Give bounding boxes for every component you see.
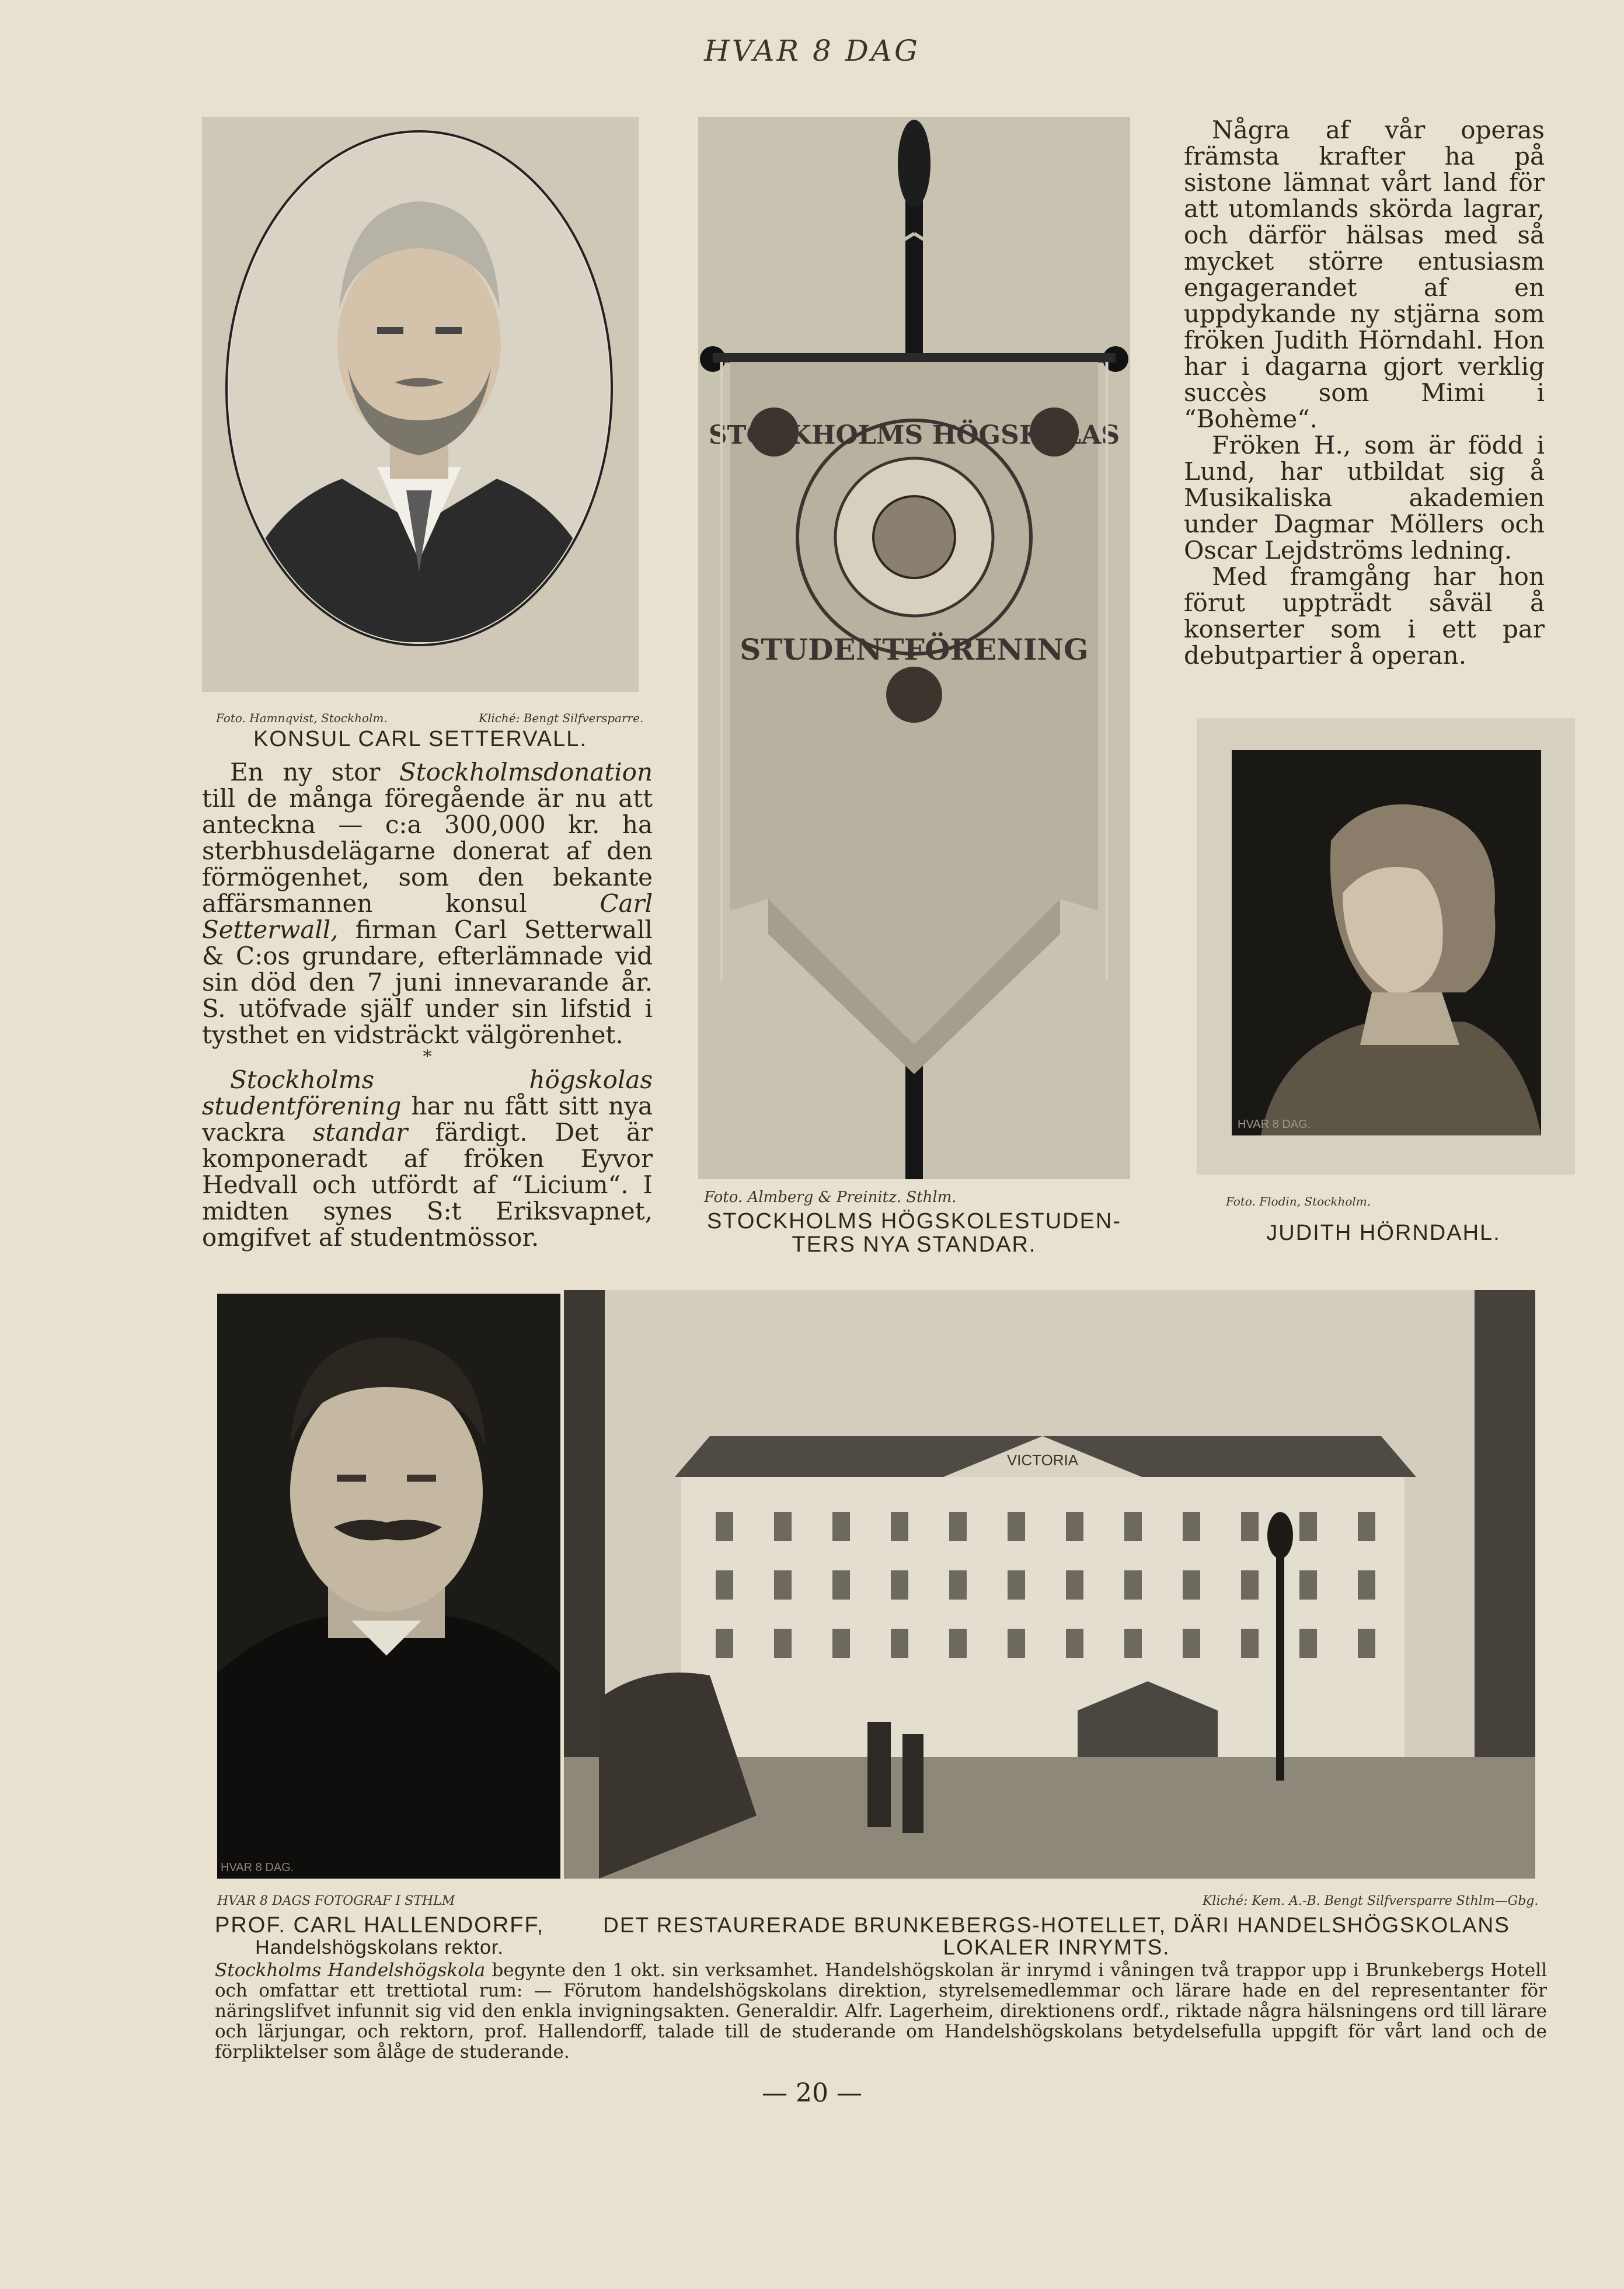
section-separator: * xyxy=(423,1047,432,1067)
hallendorff-photo-credit: HVAR 8 DAGS FOTOGRAF I STHLM xyxy=(217,1894,455,1908)
banner-caption-line2: TERS NYA STANDAR. xyxy=(792,1232,1037,1257)
hotel-cliche-credit: Kliché: Kem. A.-B. Bengt Silfversparre Sthlm—Gbg. xyxy=(1203,1894,1539,1908)
donation-text-a: En ny stor xyxy=(230,758,400,786)
banner-caption-line1: STOCKHOLMS HÖGSKOLESTUDEN- xyxy=(706,1209,1122,1234)
horndahl-photo xyxy=(1197,718,1575,1175)
horndahl-paragraph-1: Några af vår operas främsta krafter ha på sistone lämnat vårt land för att utomlands skörda lagrar, och därför hälsas med så mycket större entusiasm engagerandet af en uppdykande ny stjärna som fröken Judith Hörndahl. Hon har i dagarna gjort verklig succès som Mimi i “Bohème“. xyxy=(1184,116,1545,433)
standar-word: standar xyxy=(312,1118,408,1147)
hallendorff-photo xyxy=(217,1294,560,1879)
studentforening-text-b: färdigt. Det är komponeradt af fröken Eyvor Hedvall och utfördt af “Licium“. I midten synes S:t Eriksvapnet, omgifvet af studentmössor. xyxy=(202,1118,653,1252)
hotel-caption-line2: LOKALER INRYMTS. xyxy=(943,1935,1170,1959)
running-header: HVAR 8 DAG xyxy=(704,34,920,68)
hotel-photo xyxy=(564,1290,1535,1879)
handelshogskola-body: begynte den 1 okt. sin verksamhet. Handelshögskolan är inrymd i våningen två trappor upp i Brunkebergs Hotell och omfattar ett trettiotal rum: — Förutom handelshögskolans direktion, styrelsemedlemmar och lärare hade en del representanter för näringslifvet infunnit sig vid den enkla invigningsakten. Generaldir. Alfr. Lagerheim, direktionens ordf., riktade några hälsningens ord till lärare och lärjungar, och rektorn, prof. Hallendorff, talade till de studerande om Handelshögskolans betydelsefulla uppgift för vårt land och de förpliktelser som ålåge de studerande. xyxy=(215,1960,1547,2062)
handelshogskola-paragraph xyxy=(215,1960,1547,2062)
donation-title: Stockholmsdonation xyxy=(399,758,653,786)
hallendorff-caption-line1: PROF. CARL HALLENDORFF, xyxy=(214,1913,545,1938)
hotel-caption-line1: DET RESTAURERADE BRUNKEBERGS-HOTELLET, DÄRI HANDELSHÖGSKOLANS xyxy=(603,1913,1510,1937)
hotel-sign: VICTORIA xyxy=(1006,1451,1079,1469)
left-column-text xyxy=(202,759,653,1250)
banner-photo-credit: Foto. Almberg & Preinitz. Sthlm. xyxy=(704,1189,957,1206)
setterwall-photo xyxy=(202,117,639,692)
right-column-text xyxy=(1184,117,1545,668)
studentforening-text-a: har nu fått sitt nya vackra xyxy=(202,1092,653,1147)
setterwall-photo-credit: Foto. Hamnqvist, Stockholm. xyxy=(216,711,388,725)
horndahl-paragraph-2: Fröken H., som är född i Lund, har utbildat sig å Musikaliska akademien under Dagmar Möllers och Oscar Lejdströms ledning. xyxy=(1184,431,1545,565)
donation-text-c: firman Carl Setterwall & C:os grundare, efterlämnade vid sin död den 7 juni innevarande år. S. utöfvade själf under sin lifstid i tysthet en vidsträckt välgörenhet. xyxy=(202,915,653,1049)
hallendorff-caption-line2: Handelshögskolans rektor. xyxy=(255,1936,504,1959)
horndahl-watermark: HVAR 8 DAG. xyxy=(1238,1118,1311,1131)
studentforening-title: Stockholms högskolas studentförening xyxy=(202,1065,653,1120)
donation-text-b: till de många föregående är nu att anteckna — c:a 300,000 kr. ha sterbhusdelägarne donerat af den förmögenhet, som den bekante affärsmannen konsul xyxy=(202,784,653,918)
horndahl-caption: JUDITH HÖRNDAHL. xyxy=(1266,1221,1501,1245)
setterwall-caption: KONSUL CARL SETTERVALL. xyxy=(253,727,587,751)
horndahl-paragraph-3: Med framgång har hon förut uppträdt såväl å konserter som i ett par debutpartier å operan. xyxy=(1184,562,1545,670)
banner-text-top: STOCKHOLMS HÖGSKOLAS xyxy=(708,420,1120,450)
donation-name: Carl Setterwall, xyxy=(202,889,653,944)
banner-photo xyxy=(698,117,1130,1179)
banner-text-bottom: STUDENTFÖRENING xyxy=(740,632,1089,667)
page-number: — 20 — xyxy=(762,2078,862,2108)
hallendorff-watermark: HVAR 8 DAG. xyxy=(221,1861,294,1874)
handelshogskola-lead: Stockholms Handelshögskola xyxy=(215,1960,486,1981)
setterwall-cliche-credit: Kliché: Bengt Silfversparre. xyxy=(479,711,644,725)
horndahl-photo-credit: Foto. Flodin, Stockholm. xyxy=(1226,1194,1371,1208)
